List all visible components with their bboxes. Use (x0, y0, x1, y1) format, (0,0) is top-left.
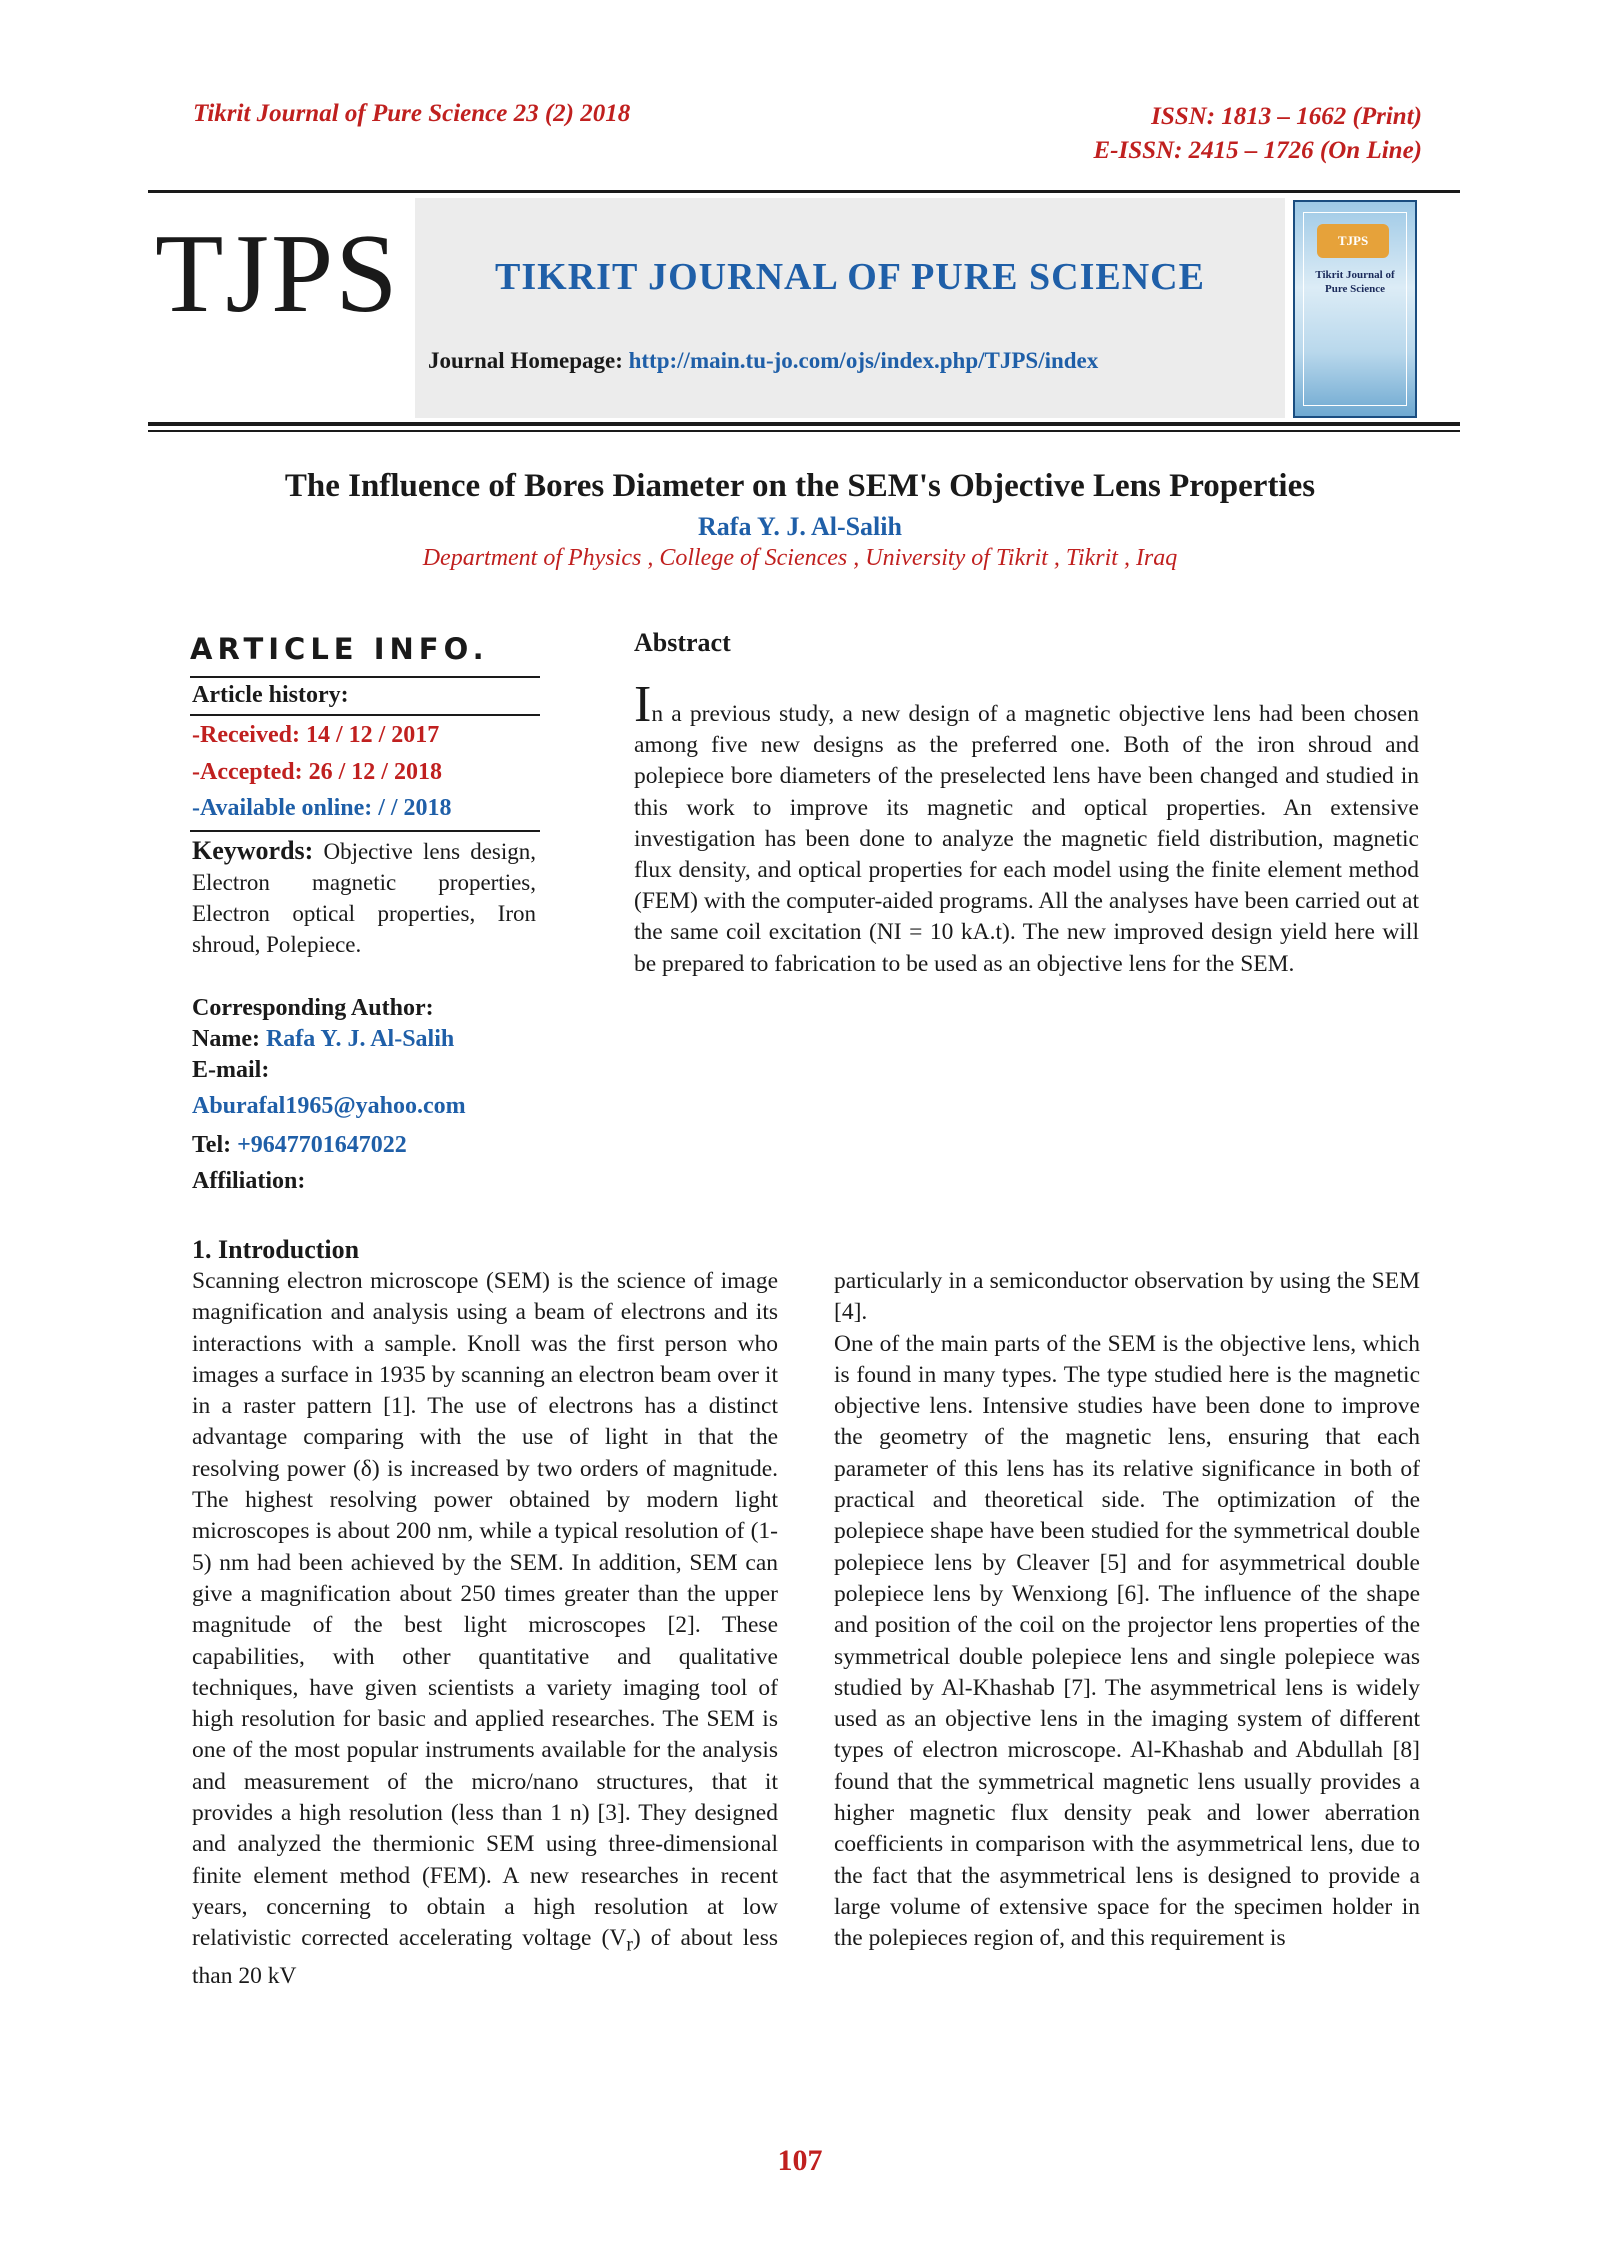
email-link[interactable]: Aburafal1965@yahoo.com (192, 1093, 466, 1119)
affiliation-label: Affiliation: (192, 1168, 306, 1194)
journal-homepage (428, 348, 1098, 374)
article-history-rule (190, 714, 540, 716)
banner-background (415, 198, 1285, 418)
journal-cover-image (1293, 200, 1417, 418)
page-number: 107 (777, 2144, 823, 2177)
intro-column-left (192, 1266, 778, 1993)
available-online-date: -Available online: / / 2018 (192, 795, 452, 821)
abstract-body: n a previous study, a new design of a magnetic objective lens had been chosen among five new designs as the preferred one. Both of the iron shroud and polepiece bore diameters of the preselected lens have been changed and studied in this work to improve its magnetic and optical properties. An extensive investigation has been done to analyze the magnetic field distribution, magnetic flux density, and optical properties for each model using the finite element method (FEM) with the computer-aided programs. All the analyses have been carried out at the same coil excitation (NI = 10 kA.t). The new improved design yield here will be prepared to fabrication to be used as an objective lens for the SEM. (634, 701, 1419, 977)
tel-value: +9647701647022 (237, 1132, 407, 1158)
keywords (192, 835, 536, 960)
homepage-label: Journal Homepage: (428, 348, 629, 373)
intro-column-right (834, 1266, 1420, 1955)
article-info-heading: ARTICLE INFO. (190, 632, 489, 666)
abstract-dropcap: I (634, 676, 652, 733)
journal-name: TIKRIT JOURNAL OF PURE SCIENCE (495, 256, 1205, 298)
issn-print: ISSN: 1813 – 1662 (Print) (1151, 103, 1422, 130)
article-history-label: Article history: (192, 682, 349, 708)
telephone-line (192, 1130, 407, 1160)
intro-right-para-2: One of the main parts of the SEM is the objective lens, which is found in many types. The type studied here is the magnetic objective lens. Intensive studies have been done to improve the geometry of the magnetic lens, ensuring that each parameter of this lens has its relative significance in both of practical and theoretical side. The optimization of the polepiece shape have been studied for the symmetrical double polepiece lens by Cleaver [5] and for asymmetrical double polepiece lens by Wenxiong [6]. The influence of the shape and position of the coil on the projector lens properties of the symmetrical double polepiece lens and single polepiece was studied by Al-Khashab [7]. The asymmetrical lens is widely used as an objective lens in the imaging system of different types of electron microscope. Al-Khashab and Abdullah [8] found that the symmetrical magnetic lens usually provides a higher magnetic flux density peak and lower aberration coefficients in comparison with the asymmetrical lens, due to the fact that the asymmetrical lens is designed to provide a large volume of extensive space for the specimen holder in the polepieces region of, and this requirement is (834, 1330, 1420, 1952)
journal-logo: TJPS (155, 212, 400, 336)
corresponding-author-label: Corresponding Author: (192, 995, 434, 1021)
keywords-label: Keywords: (192, 836, 314, 865)
issn-online: E-ISSN: 2415 – 1726 (On Line) (1093, 137, 1422, 164)
accepted-date: -Accepted: 26 / 12 / 2018 (192, 759, 442, 785)
keywords-list: Objective lens design, Electron magnetic properties, Electron optical properties, Iron shroud, Polepiece. (192, 839, 536, 957)
received-date: -Received: 14 / 12 / 2017 (192, 722, 440, 748)
intro-left-text-end: ) of about less than 20 kV (192, 1925, 778, 1990)
cover-logo: TJPS (1317, 224, 1389, 258)
paper-title: The Influence of Bores Diameter on the SEM's Objective Lens Properties (284, 468, 1316, 504)
homepage-link[interactable]: http://main.tu-jo.com/ojs/index.php/TJPS/index (628, 348, 1099, 373)
header-rule-top (148, 190, 1460, 193)
header-rule-bottom (148, 422, 1460, 426)
article-info-rule (190, 676, 540, 678)
journal-issue: Tikrit Journal of Pure Science 23 (2) 2018 (193, 100, 631, 127)
introduction-heading: 1. Introduction (192, 1235, 360, 1264)
cover-title: Tikrit Journal of Pure Science (1315, 269, 1395, 295)
dates-rule (190, 830, 540, 832)
tel-label: Tel: (192, 1132, 238, 1158)
abstract-heading: Abstract (634, 628, 731, 657)
intro-left-text: Scanning electron microscope (SEM) is the science of image magnification and analysis using a beam of electrons and its interactions with a sample. Knoll was the first person who images a surface in 1935 by scanning an electron beam over it in a raster pattern [1]. The use of electrons has a distinct advantage comparing with the use of light in that the resolving power (δ) is increased by two orders of magnitude. The highest resolving power obtained by modern light microscopes is about 200 nm, while a typical resolution of (1-5) nm had been achieved by the SEM. In addition, SEM can give a magnification about 250 times greater than the upper magnitude of the best light microscopes [2]. These capabilities, with other quantitative and qualitative techniques, have given scientists a variety imaging tool of high resolution for basic and applied researches. The SEM is one of the most popular instruments available for the analysis and measurement of the micro/nano structures, that it provides a high resolution (less than 1 n) [3]. They designed and analyzed the thermionic SEM using three-dimensional finite element method (FEM). A new researches in recent years, concerning to obtain a high resolution at low relativistic corrected accelerating voltage (V (192, 1268, 778, 1952)
header-rule-bottom-thin (148, 430, 1460, 432)
paper-author: Rafa Y. J. Al-Salih (698, 512, 902, 541)
name-value: Rafa Y. J. Al-Salih (265, 1026, 455, 1052)
paper-affiliation: Department of Physics , College of Sciences , University of Tikrit , Tikrit , Iraq (422, 545, 1178, 571)
author-name-line (192, 1024, 454, 1054)
name-label: Name: (192, 1026, 266, 1052)
abstract-text (634, 676, 1419, 980)
voltage-subscript: r (626, 1934, 633, 1956)
intro-right-para-1: particularly in a semiconductor observation by using the SEM [4]. (834, 1268, 1420, 1326)
email-label: E-mail: (192, 1057, 270, 1083)
issn-block (1094, 100, 1423, 168)
